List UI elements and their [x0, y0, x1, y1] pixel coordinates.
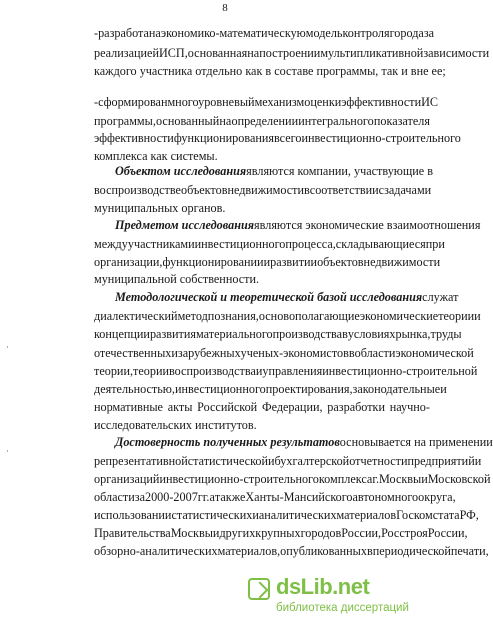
text-line: воспроизводстве объектов недвижимости в соответствии с задачами: [94, 183, 432, 197]
text-line: организации, функционировании и развитии объектов недвижимости: [94, 255, 441, 269]
term: Достоверность полученных результатов: [115, 435, 340, 449]
term: Предметом исследования: [115, 218, 255, 232]
text-line: реализацией ИСП, основанная на построении мультипликативной зависимости: [94, 46, 490, 60]
text-line: деятельностью, инвестиционного проектирования, законодательные и: [94, 382, 447, 396]
watermark-subtitle: библиотека диссертаций: [276, 602, 409, 614]
text-rest: служат: [422, 290, 459, 304]
paragraph-first-line: [115, 290, 459, 305]
download-icon: [248, 578, 270, 600]
watermark: [276, 574, 446, 618]
text-line: эффективности функционирования всего инвестиционно-строительного: [94, 131, 461, 145]
text-line: между участниками инвестиционного процесса, складывающиеся при: [94, 237, 445, 251]
text-line: нормативные акты Российской Федерации, разработки научно-: [94, 400, 430, 414]
text-line: исследовательских институтов.: [94, 418, 257, 432]
scan-mark: ·: [6, 342, 9, 352]
term: Методологической и теоретической базой исследования: [115, 290, 423, 304]
text-line: комплекса как системы.: [94, 149, 218, 163]
paragraph-first-line: [115, 164, 434, 179]
page-number: 8: [222, 2, 228, 14]
text-line: каждого участника отдельно как в составе программы, так и вне ее;: [94, 64, 446, 78]
paragraph-first-line: [115, 435, 493, 450]
text-line: - разработана экономико-математическую модель контроля города за: [94, 26, 435, 40]
text-rest: являются компании, участвующие в: [246, 164, 434, 178]
text-rest: являются экономические взаимоотношения: [254, 218, 481, 232]
term: Объектом исследования: [115, 164, 247, 178]
paragraph-first-line: [115, 218, 481, 233]
text-line: Правительства Москвы и других крупных городов России, Росстроя России,: [94, 526, 468, 540]
text-line: использовании статистических и аналитических материалов Госкомстата РФ,: [94, 508, 479, 522]
text-line: отечественных и зарубежных ученых-экономистов в области экономической: [94, 346, 474, 360]
text-line: обзорно-аналитических материалов, опубликованных в периодической печати,: [94, 544, 489, 558]
text-line: репрезентативной статистической и бухгалтерской отчетности предприятий и: [94, 454, 482, 468]
text-line: области за 2000-2007 гг. а также Ханты-Мансийского автономного округа,: [94, 490, 456, 504]
text-line: концепции развития материального производства в условиях рынка, труды: [94, 327, 462, 341]
text-line: муниципальных органов.: [94, 201, 226, 215]
text-line: муниципальной собственности.: [94, 272, 260, 286]
text-line: организаций инвестиционно-строительного комплекса г. Москвы и Московской: [94, 472, 491, 486]
text-line: теории, теории воспроизводства и управления инвестиционно-строительной: [94, 364, 478, 378]
text-rest: основывается на применении: [339, 435, 493, 449]
watermark-name: dsLib.net: [276, 574, 370, 599]
text-line: - сформирован многоуровневый механизм оценки эффективности ИС: [94, 95, 439, 109]
text-line: программы, основанный на определении интегрального показателя: [94, 114, 430, 128]
scan-mark: ·: [6, 446, 9, 456]
text-line: диалектический метод познания, основополагающие экономические теории и: [94, 309, 481, 323]
